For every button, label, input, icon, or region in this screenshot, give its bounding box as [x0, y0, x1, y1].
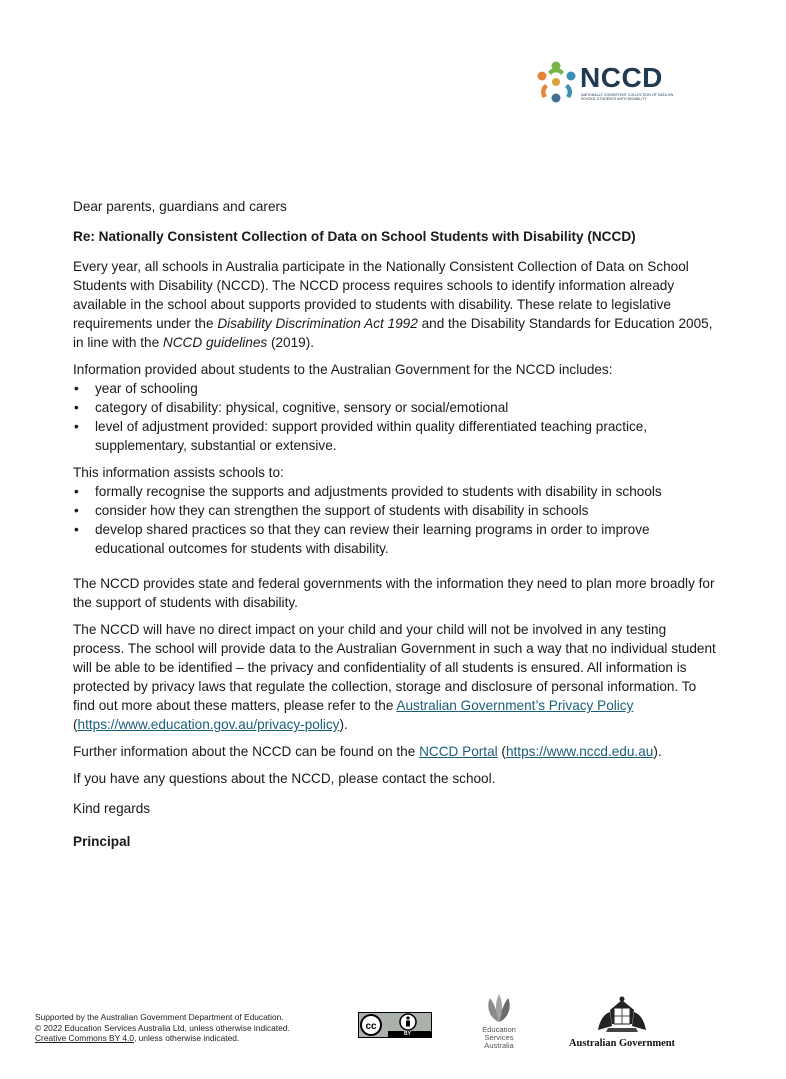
esa-line-3: Australia — [484, 1041, 514, 1051]
esa-line-1: Education — [482, 1025, 516, 1034]
nccd-portal-link[interactable]: NCCD Portal — [419, 744, 498, 759]
list-item: • consider how they can strengthen the support of students with disability in schools — [73, 501, 721, 520]
footer-credits — [35, 1012, 290, 1044]
privacy-open: ( — [73, 717, 78, 732]
assist-list — [73, 482, 721, 558]
svg-text:cc: cc — [365, 1021, 377, 1032]
governments-paragraph: The NCCD provides state and federal governments with the information they need to plan more broadly for the support of students with disability. — [73, 576, 715, 610]
closing: Kind regards — [73, 801, 151, 816]
further-close: ). — [653, 744, 662, 759]
greeting: Dear parents, guardians and carers — [73, 199, 287, 214]
subject-line: Re: Nationally Consistent Collection of Data on School Students with Disability (NCCD) — [73, 229, 636, 244]
privacy-text: The NCCD will have no direct impact on your child and your child will not be involved in any testing process. The school will provide data to the Australian Government in such a way that no individual student will be able to be identified – the privacy and confidentiality of all students is ensured. All information is protected by privacy laws that regulate the collection, storage and disclosure of personal information. To find out more about these matters, please refer to the — [73, 622, 716, 713]
intro-text-1: Every year, all schools in Australia participate in the Nationally Consistent Collection of Data on School Students with Disability (NCCD). The NCCD process requires schools to identify information already available in the school about supports provided to students with disability. These relate to legislative requirements under the — [73, 259, 689, 331]
list-item: • level of adjustment provided: support provided within quality differentiated teaching practice, supplementary, substantial or extensive. — [73, 417, 721, 455]
guidelines-title: NCCD guidelines — [162, 335, 268, 350]
nccd-logo — [534, 60, 684, 106]
nccd-people-circle-icon — [534, 60, 578, 104]
assist-intro: This information assists schools to: — [73, 465, 284, 480]
privacy-paragraph — [73, 620, 721, 734]
creative-commons-link[interactable]: Creative Commons BY 4.0 — [35, 1033, 134, 1043]
privacy-policy-link[interactable]: Australian Government’s Privacy Policy — [396, 698, 634, 713]
info-intro: Information provided about students to the Australian Government for the NCCD includes: — [73, 362, 613, 377]
logo-wordmark: NCCD — [580, 62, 663, 93]
cc-by-icon — [358, 1012, 432, 1038]
list-item: • year of schooling — [73, 379, 721, 398]
gov-wordmark: Australian Government — [569, 1038, 675, 1049]
questions-paragraph: If you have any questions about the NCCD, please contact the school. — [73, 771, 496, 786]
intro-text-3: (2019). — [267, 335, 315, 350]
act-title: Disability Discrimination Act 1992 — [217, 316, 418, 331]
privacy-close: ). — [339, 717, 348, 732]
footer-line-2: © 2022 Education Services Australia Ltd, unless otherwise indicated. — [35, 1022, 290, 1033]
privacy-url-link[interactable]: https://www.education.gov.au/privacy-policy — [77, 717, 340, 732]
footer-line-1: Supported by the Australian Government Department of Education. — [35, 1012, 284, 1022]
cc-suffix: , unless otherwise indicated. — [134, 1033, 240, 1043]
footer-line-3 — [35, 1033, 290, 1044]
cc-by-badge — [358, 1012, 432, 1038]
signoff: Principal — [73, 834, 131, 849]
nccd-url-link[interactable]: https://www.nccd.edu.au — [505, 744, 654, 759]
letter-body — [73, 197, 721, 859]
esa-logo — [474, 992, 524, 1054]
cc-badge-label: BY — [404, 1031, 411, 1037]
australian-government-logo — [566, 996, 678, 1052]
logo-subtitle: NATIONALLY CONSISTENT COLLECTION OF DATA ON SCHOOL STUDENTS WITH DISABILITY — [581, 93, 674, 102]
intro-paragraph — [73, 257, 721, 352]
coat-of-arms-icon — [566, 996, 678, 1036]
intro-text-2: and the Disability Standards for Education 2005, in line with the — [73, 316, 713, 350]
further-paragraph — [73, 742, 721, 761]
further-open: ( — [497, 744, 506, 759]
esa-line-2: Services — [484, 1033, 514, 1043]
list-item: • develop shared practices so that they can review their learning programs in order to improve educational outcomes for students with disability. — [73, 520, 721, 558]
esa-flower-icon — [474, 992, 524, 1026]
list-item: • category of disability: physical, cognitive, sensory or social/emotional — [73, 398, 721, 417]
list-item: • formally recognise the supports and adjustments provided to students with disability in schools — [73, 482, 721, 501]
further-text: Further information about the NCCD can be found on the — [73, 744, 420, 759]
info-list — [73, 379, 721, 455]
